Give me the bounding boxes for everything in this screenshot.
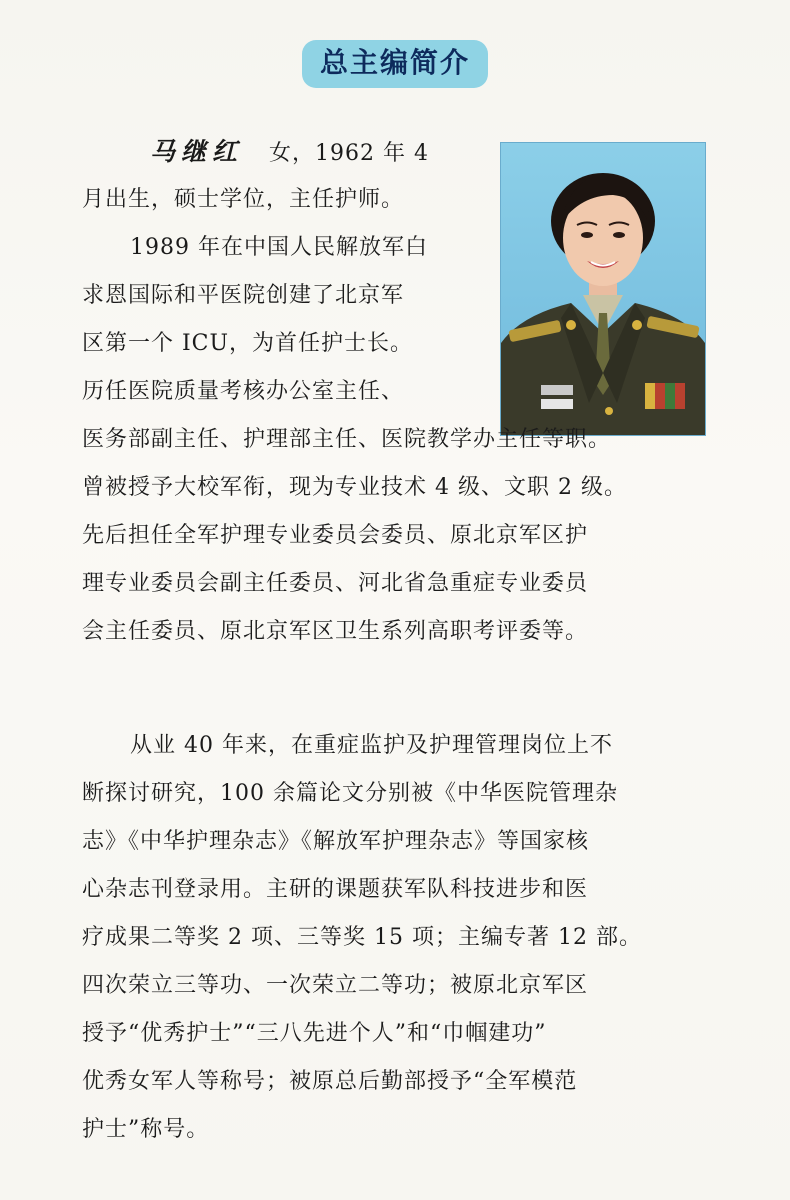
section-heading: 总主编简介: [302, 40, 488, 88]
text-line: 1989 年在中国人民解放军白: [130, 235, 428, 260]
text-line: 优秀女军人等称号；被原总后勤部授予“全军模范: [82, 1069, 578, 1094]
text-line: 授予“优秀护士”“三八先进个人”和“巾帼建功”: [82, 1021, 547, 1046]
text-line: 先后担任全军护理专业委员会委员、原北京军区护: [82, 523, 589, 548]
heading-container: [0, 40, 790, 88]
person-name: 马继红: [150, 137, 244, 166]
portrait-photo: [500, 142, 706, 436]
text-line: 四次荣立三等功、一次荣立二等功；被原北京军区: [82, 973, 589, 998]
text-line: 护士”称号。: [82, 1117, 210, 1142]
text-line: 区第一个 ICU，为首任护士长。: [82, 331, 414, 356]
text-line: 医务部副主任、护理部主任、医院教学办主任等职。: [82, 427, 612, 452]
text-line: 从业 40 年来，在重症监护及护理管理岗位上不: [130, 733, 613, 758]
text-line: 求恩国际和平医院创建了北京军: [82, 283, 405, 308]
text-line: 曾被授予大校军衔，现为专业技术 4 级、文职 2 级。: [82, 475, 627, 500]
bio-paragraph-2: [82, 722, 642, 1154]
text-line: 历任医院质量考核办公室主任、: [82, 379, 405, 404]
text-line: 会主任委员、原北京军区卫生系列高职考评委等。: [82, 619, 589, 644]
text-line: 断探讨研究，100 余篇论文分别被《中华医院管理杂: [82, 781, 618, 806]
text-line: 志》《中华护理杂志》《解放军护理杂志》等国家核: [82, 829, 590, 854]
text-line: 理专业委员会副主任委员、河北省急重症专业委员: [82, 571, 589, 596]
portrait-illustration: [501, 143, 705, 435]
text-line: 月出生，硕士学位，主任护师。: [82, 187, 405, 212]
text-line: 心杂志刊登录用。主研的课题获军队科技进步和医: [82, 877, 589, 902]
bio-beside-photo: [82, 176, 428, 416]
bio-intro-text: 女，1962 年 4: [269, 141, 429, 166]
text-line: 疗成果二等奖 2 项、三等奖 15 项；主编专著 12 部。: [82, 925, 642, 950]
bio-paragraph-1-continued: [82, 416, 627, 656]
bio-first-line: [150, 128, 429, 176]
